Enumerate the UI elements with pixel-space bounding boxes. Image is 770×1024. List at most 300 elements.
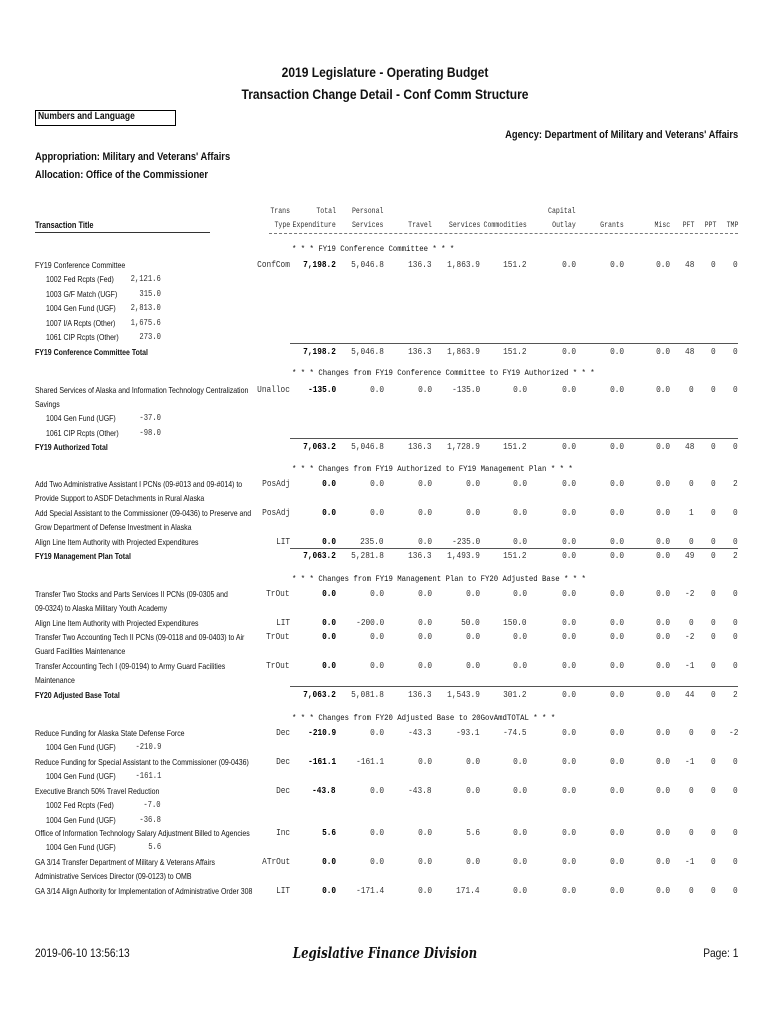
cell-travel: 0.0 bbox=[417, 588, 432, 599]
row-title-cont: Grow Department of Defense Investment in Alaska bbox=[35, 522, 192, 532]
cell-type: Inc bbox=[275, 827, 290, 838]
cell-capital: 0.0 bbox=[561, 536, 576, 547]
cell-tmp: 0 bbox=[733, 536, 738, 547]
cell-pft: 0 bbox=[689, 727, 694, 738]
cell-grants: 0.0 bbox=[609, 550, 624, 561]
cell-type: ATrOut bbox=[261, 856, 290, 867]
fund-source: 1002 Fed Rcpts (Fed) bbox=[46, 800, 114, 810]
cell-tmp: 0 bbox=[733, 631, 738, 642]
cell-tmp: 0 bbox=[733, 384, 738, 395]
cell-pft: 48 bbox=[684, 346, 694, 357]
appropriation-label: Appropriation: Military and Veterans' Affairs bbox=[35, 151, 231, 163]
cell-grants: 0.0 bbox=[609, 588, 624, 599]
cell-total: -43.8 bbox=[312, 785, 336, 796]
report-subtitle: Transaction Change Detail - Conf Comm Structure bbox=[241, 86, 529, 102]
cell-type: PosAdj bbox=[261, 507, 290, 518]
cell-total: -135.0 bbox=[307, 384, 336, 395]
fund-source: 1002 Fed Rcpts (Fed) bbox=[46, 274, 114, 284]
cell-misc: 0.0 bbox=[655, 631, 670, 642]
cell-grants: 0.0 bbox=[609, 617, 624, 628]
total-rule bbox=[290, 343, 738, 344]
col-trans: Trans bbox=[270, 207, 290, 216]
cell-ppt: 0 bbox=[711, 507, 716, 518]
cell-capital: 0.0 bbox=[561, 588, 576, 599]
cell-misc: 0.0 bbox=[655, 507, 670, 518]
cell-travel: 136.3 bbox=[408, 441, 432, 452]
col-personal: Personal bbox=[352, 207, 384, 216]
fund-amount: -98.0 bbox=[139, 427, 161, 438]
total-rule bbox=[290, 438, 738, 439]
cell-pft: 0 bbox=[689, 785, 694, 796]
cell-commodities: 151.2 bbox=[503, 550, 527, 561]
cell-pft: -1 bbox=[684, 856, 694, 867]
cell-tmp: 2 bbox=[733, 478, 738, 489]
cell-pft: -2 bbox=[684, 631, 694, 642]
cell-pft: 48 bbox=[684, 259, 694, 270]
cell-services: 0.0 bbox=[465, 785, 480, 796]
fund-amount: 273.0 bbox=[139, 332, 161, 342]
cell-personal: -200.0 bbox=[355, 617, 384, 628]
cell-capital: 0.0 bbox=[561, 727, 576, 738]
fund-source: 1004 Gen Fund (UGF) bbox=[46, 742, 116, 752]
cell-total: -161.1 bbox=[307, 756, 336, 767]
cell-services: 1,493.9 bbox=[447, 550, 480, 561]
cell-travel: 0.0 bbox=[417, 827, 432, 838]
cell-ppt: 0 bbox=[711, 660, 716, 671]
numeric-header-underline bbox=[269, 233, 738, 234]
cell-type: LIT bbox=[275, 536, 290, 547]
cell-tmp: 0 bbox=[733, 885, 738, 896]
cell-personal: 5,046.8 bbox=[351, 441, 384, 452]
fund-amount: -36.8 bbox=[139, 814, 161, 825]
cell-misc: 0.0 bbox=[655, 346, 670, 357]
cell-total: 7,198.2 bbox=[303, 346, 336, 357]
cell-pft: -2 bbox=[684, 588, 694, 599]
cell-commodities: 151.2 bbox=[503, 441, 527, 452]
cell-total: 0.0 bbox=[321, 856, 336, 867]
row-title-cont: Maintenance bbox=[35, 675, 75, 685]
cell-travel: 136.3 bbox=[408, 550, 432, 561]
cell-type: Dec bbox=[275, 756, 290, 767]
cell-pft: 0 bbox=[689, 617, 694, 628]
cell-total: 7,063.2 bbox=[303, 550, 336, 561]
cell-commodities: 0.0 bbox=[512, 478, 527, 489]
row-title-cont: Savings bbox=[35, 399, 60, 409]
cell-grants: 0.0 bbox=[609, 346, 624, 357]
cell-travel: 0.0 bbox=[417, 384, 432, 395]
cell-services: -135.0 bbox=[451, 384, 480, 395]
fund-amount: -37.0 bbox=[139, 413, 161, 423]
fund-amount: -7.0 bbox=[143, 800, 161, 810]
col-type: Type bbox=[274, 221, 290, 230]
cell-grants: 0.0 bbox=[609, 856, 624, 867]
cell-grants: 0.0 bbox=[609, 384, 624, 395]
cell-ppt: 0 bbox=[711, 689, 716, 700]
row-title: Shared Services of Alaska and Information Technology Centralization bbox=[35, 385, 249, 395]
col-transaction-title: Transaction Title bbox=[35, 220, 94, 230]
cell-travel: -43.3 bbox=[408, 727, 432, 738]
cell-personal: 0.0 bbox=[369, 660, 384, 671]
cell-grants: 0.0 bbox=[609, 827, 624, 838]
cell-personal: 0.0 bbox=[369, 856, 384, 867]
row-title: FY19 Management Plan Total bbox=[35, 551, 131, 561]
cell-personal: 0.0 bbox=[369, 827, 384, 838]
cell-misc: 0.0 bbox=[655, 384, 670, 395]
cell-travel: 0.0 bbox=[417, 631, 432, 642]
cell-total: 0.0 bbox=[321, 660, 336, 671]
cell-personal: 235.0 bbox=[360, 536, 384, 547]
cell-type: Dec bbox=[275, 785, 290, 796]
cell-tmp: 0 bbox=[733, 660, 738, 671]
cell-capital: 0.0 bbox=[561, 689, 576, 700]
row-title: GA 3/14 Align Authority for Implementation of Administrative Order 308 bbox=[35, 886, 253, 896]
row-title: FY19 Conference Committee Total bbox=[35, 347, 148, 357]
fund-amount: 5.6 bbox=[148, 842, 161, 852]
cell-tmp: 0 bbox=[733, 756, 738, 767]
cell-misc: 0.0 bbox=[655, 478, 670, 489]
cell-total: 0.0 bbox=[321, 617, 336, 628]
cell-capital: 0.0 bbox=[561, 827, 576, 838]
page-number: Page: 1 bbox=[702, 946, 738, 960]
cell-personal: 0.0 bbox=[369, 727, 384, 738]
cell-grants: 0.0 bbox=[609, 660, 624, 671]
row-title-cont: 09-0324) to Alaska Military Youth Academy bbox=[35, 603, 168, 613]
row-title: Office of Information Technology Salary Adjustment Billed to Agencies bbox=[35, 828, 250, 838]
row-title-cont: Guard Facilities Maintenance bbox=[35, 646, 126, 656]
cell-misc: 0.0 bbox=[655, 689, 670, 700]
fund-source: 1004 Gen Fund (UGF) bbox=[46, 413, 116, 423]
cell-services: 1,728.9 bbox=[447, 441, 480, 452]
cell-commodities: 0.0 bbox=[512, 856, 527, 867]
cell-commodities: 0.0 bbox=[512, 384, 527, 395]
cell-personal: 5,081.8 bbox=[351, 689, 384, 700]
fund-amount: 1,675.6 bbox=[130, 317, 161, 328]
cell-tmp: 0 bbox=[733, 259, 738, 270]
cell-total: 5.6 bbox=[321, 827, 336, 838]
row-title: Align Line Item Authority with Projected Expenditures bbox=[35, 537, 199, 547]
cell-services: 1,863.9 bbox=[447, 259, 480, 270]
cell-grants: 0.0 bbox=[609, 507, 624, 518]
cell-total: 7,198.2 bbox=[303, 259, 336, 270]
cell-capital: 0.0 bbox=[561, 631, 576, 642]
cell-personal: 0.0 bbox=[369, 384, 384, 395]
cell-services: 0.0 bbox=[465, 631, 480, 642]
section-header: * * * Changes from FY19 Management Plan to FY20 Adjusted Base * * * bbox=[292, 574, 586, 584]
col-travel: Travel bbox=[408, 221, 432, 230]
row-title: Add Special Assistant to the Commissioner (09-0436) to Preserve and bbox=[35, 508, 252, 518]
fund-source: 1004 Gen Fund (UGF) bbox=[46, 814, 116, 825]
row-title: FY20 Adjusted Base Total bbox=[35, 690, 120, 700]
cell-services: 0.0 bbox=[465, 856, 480, 867]
cell-services: 1,863.9 bbox=[447, 346, 480, 357]
cell-ppt: 0 bbox=[711, 441, 716, 452]
cell-commodities: 0.0 bbox=[512, 588, 527, 599]
fund-amount: -210.9 bbox=[135, 742, 161, 752]
cell-total: 7,063.2 bbox=[303, 441, 336, 452]
col-ppt: PPT bbox=[704, 221, 716, 230]
cell-services: 5.6 bbox=[465, 827, 480, 838]
fund-source: 1004 Gen Fund (UGF) bbox=[46, 771, 116, 781]
cell-misc: 0.0 bbox=[655, 536, 670, 547]
row-title: Reduce Funding for Special Assistant to the Commissioner (09-0436) bbox=[35, 757, 249, 767]
cell-grants: 0.0 bbox=[609, 536, 624, 547]
row-title: Add Two Administrative Assistant I PCNs (09-#013 and 09-#014) to bbox=[35, 479, 243, 489]
cell-commodities: 0.0 bbox=[512, 507, 527, 518]
cell-pft: 0 bbox=[689, 478, 694, 489]
cell-commodities: 150.0 bbox=[503, 617, 527, 628]
cell-commodities: 0.0 bbox=[512, 660, 527, 671]
col-outlay: Outlay bbox=[552, 221, 576, 230]
fund-source: 1061 CIP Rcpts (Other) bbox=[46, 332, 119, 342]
cell-grants: 0.0 bbox=[609, 756, 624, 767]
cell-ppt: 0 bbox=[711, 259, 716, 270]
fund-source: 1003 G/F Match (UGF) bbox=[46, 288, 118, 299]
cell-capital: 0.0 bbox=[561, 259, 576, 270]
cell-commodities: 151.2 bbox=[503, 259, 527, 270]
cell-ppt: 0 bbox=[711, 856, 716, 867]
col-services-p: Services bbox=[352, 221, 384, 230]
cell-grants: 0.0 bbox=[609, 478, 624, 489]
cell-tmp: 0 bbox=[733, 827, 738, 838]
col-pft: PFT bbox=[682, 221, 694, 230]
cell-personal: 5,046.8 bbox=[351, 259, 384, 270]
cell-commodities: 0.0 bbox=[512, 827, 527, 838]
cell-capital: 0.0 bbox=[561, 384, 576, 395]
cell-tmp: 2 bbox=[733, 550, 738, 561]
cell-type: TrOut bbox=[266, 588, 290, 599]
cell-misc: 0.0 bbox=[655, 827, 670, 838]
cell-services: 0.0 bbox=[465, 756, 480, 767]
col-commodities: Commodities bbox=[483, 221, 527, 230]
cell-capital: 0.0 bbox=[561, 550, 576, 561]
cell-services: -93.1 bbox=[456, 727, 480, 738]
cell-ppt: 0 bbox=[711, 550, 716, 561]
cell-services: 50.0 bbox=[461, 617, 480, 628]
fund-source: 1004 Gen Fund (UGF) bbox=[46, 303, 116, 313]
timestamp: 2019-06-10 13:56:13 bbox=[35, 946, 130, 960]
total-rule bbox=[290, 548, 738, 549]
cell-services: -235.0 bbox=[451, 536, 480, 547]
cell-pft: 0 bbox=[689, 384, 694, 395]
cell-misc: 0.0 bbox=[655, 885, 670, 896]
cell-commodities: 0.0 bbox=[512, 885, 527, 896]
cell-commodities: 0.0 bbox=[512, 785, 527, 796]
cell-travel: 0.0 bbox=[417, 478, 432, 489]
cell-personal: -171.4 bbox=[355, 885, 384, 896]
cell-services: 1,543.9 bbox=[447, 689, 480, 700]
cell-total: 0.0 bbox=[321, 885, 336, 896]
cell-tmp: -2 bbox=[728, 727, 738, 738]
cell-tmp: 0 bbox=[733, 507, 738, 518]
cell-pft: 0 bbox=[689, 827, 694, 838]
col-capital: Capital bbox=[548, 207, 576, 216]
allocation-label: Allocation: Office of the Commissioner bbox=[35, 169, 209, 181]
cell-tmp: 0 bbox=[733, 588, 738, 599]
cell-grants: 0.0 bbox=[609, 727, 624, 738]
cell-ppt: 0 bbox=[711, 785, 716, 796]
cell-personal: 5,046.8 bbox=[351, 346, 384, 357]
cell-misc: 0.0 bbox=[655, 441, 670, 452]
row-title: Transfer Two Accounting Tech II PCNs (09-0118 and 09-0403) to Air bbox=[35, 632, 245, 642]
col-misc: Misc bbox=[654, 221, 670, 230]
section-header: * * * Changes from FY19 Conference Committee to FY19 Authorized * * * bbox=[292, 368, 595, 378]
cell-capital: 0.0 bbox=[561, 856, 576, 867]
row-title-cont: Provide Support to ASDF Detachments in Rural Alaska bbox=[35, 493, 205, 503]
cell-commodities: 0.0 bbox=[512, 756, 527, 767]
cell-personal: 5,281.8 bbox=[351, 550, 384, 561]
cell-misc: 0.0 bbox=[655, 550, 670, 561]
fund-amount: 2,121.6 bbox=[130, 274, 161, 284]
cell-grants: 0.0 bbox=[609, 441, 624, 452]
row-title: Align Line Item Authority with Projected Expenditures bbox=[35, 618, 199, 628]
cell-grants: 0.0 bbox=[609, 689, 624, 700]
cell-travel: 0.0 bbox=[417, 756, 432, 767]
cell-type: Unalloc bbox=[257, 384, 290, 395]
cell-commodities: -74.5 bbox=[503, 727, 527, 738]
cell-total: 0.0 bbox=[321, 631, 336, 642]
cell-type: TrOut bbox=[266, 660, 290, 671]
cell-capital: 0.0 bbox=[561, 346, 576, 357]
cell-travel: 136.3 bbox=[408, 259, 432, 270]
fund-source: 1007 I/A Rcpts (Other) bbox=[46, 317, 116, 328]
cell-ppt: 0 bbox=[711, 384, 716, 395]
cell-commodities: 301.2 bbox=[503, 689, 527, 700]
cell-personal: 0.0 bbox=[369, 588, 384, 599]
cell-tmp: 0 bbox=[733, 617, 738, 628]
cell-total: 0.0 bbox=[321, 588, 336, 599]
cell-pft: -1 bbox=[684, 660, 694, 671]
row-title: Transfer Two Stocks and Parts Services II PCNs (09-0305 and bbox=[35, 589, 228, 599]
cell-pft: 44 bbox=[684, 689, 694, 700]
cell-services: 0.0 bbox=[465, 588, 480, 599]
cell-pft: 49 bbox=[684, 550, 694, 561]
cell-type: LIT bbox=[275, 617, 290, 628]
cell-services: 0.0 bbox=[465, 660, 480, 671]
cell-ppt: 0 bbox=[711, 885, 716, 896]
cell-capital: 0.0 bbox=[561, 660, 576, 671]
section-header: * * * Changes from FY20 Adjusted Base to 20GovAmdTOTAL * * * bbox=[292, 713, 556, 723]
row-title: FY19 Authorized Total bbox=[35, 442, 108, 452]
cell-tmp: 0 bbox=[733, 785, 738, 796]
cell-personal: 0.0 bbox=[369, 478, 384, 489]
row-title: FY19 Conference Committee bbox=[35, 260, 126, 270]
cell-misc: 0.0 bbox=[655, 785, 670, 796]
section-header: * * * Changes from FY19 Authorized to FY19 Management Plan * * * bbox=[292, 464, 573, 474]
row-title-cont: Administrative Services Director (09-0123) to OMB bbox=[35, 871, 192, 881]
cell-misc: 0.0 bbox=[655, 660, 670, 671]
cell-tmp: 0 bbox=[733, 856, 738, 867]
fund-amount: -161.1 bbox=[135, 771, 161, 781]
cell-ppt: 0 bbox=[711, 756, 716, 767]
cell-ppt: 0 bbox=[711, 827, 716, 838]
cell-commodities: 0.0 bbox=[512, 631, 527, 642]
cell-capital: 0.0 bbox=[561, 885, 576, 896]
cell-pft: 0 bbox=[689, 536, 694, 547]
cell-capital: 0.0 bbox=[561, 507, 576, 518]
cell-personal: 0.0 bbox=[369, 631, 384, 642]
cell-grants: 0.0 bbox=[609, 259, 624, 270]
numbers-language-box bbox=[35, 110, 176, 126]
cell-type: ConfCom bbox=[257, 259, 290, 270]
cell-capital: 0.0 bbox=[561, 441, 576, 452]
cell-services: 171.4 bbox=[456, 885, 480, 896]
col-tmp: TMP bbox=[726, 221, 738, 230]
cell-total: -210.9 bbox=[307, 727, 336, 738]
row-title: Reduce Funding for Alaska State Defense Force bbox=[35, 728, 185, 738]
cell-personal: -161.1 bbox=[355, 756, 384, 767]
col-services: Services bbox=[448, 221, 480, 230]
fund-amount: 2,813.0 bbox=[130, 303, 161, 313]
cell-travel: -43.8 bbox=[408, 785, 432, 796]
cell-ppt: 0 bbox=[711, 346, 716, 357]
fund-source: 1004 Gen Fund (UGF) bbox=[46, 842, 116, 852]
cell-misc: 0.0 bbox=[655, 259, 670, 270]
box-label: Numbers and Language bbox=[38, 111, 135, 122]
cell-ppt: 0 bbox=[711, 727, 716, 738]
fund-amount: 315.0 bbox=[139, 288, 161, 299]
row-title: GA 3/14 Transfer Department of Military & Veterans Affairs bbox=[35, 857, 216, 867]
report-title: 2019 Legislature - Operating Budget bbox=[281, 64, 489, 80]
cell-grants: 0.0 bbox=[609, 785, 624, 796]
cell-travel: 0.0 bbox=[417, 856, 432, 867]
cell-services: 0.0 bbox=[465, 478, 480, 489]
cell-pft: 1 bbox=[689, 507, 694, 518]
cell-personal: 0.0 bbox=[369, 785, 384, 796]
fund-source: 1061 CIP Rcpts (Other) bbox=[46, 427, 119, 438]
cell-travel: 136.3 bbox=[408, 346, 432, 357]
cell-total: 7,063.2 bbox=[303, 689, 336, 700]
col-grants: Grants bbox=[600, 221, 624, 230]
cell-travel: 0.0 bbox=[417, 617, 432, 628]
cell-services: 0.0 bbox=[465, 507, 480, 518]
cell-ppt: 0 bbox=[711, 478, 716, 489]
cell-type: PosAdj bbox=[261, 478, 290, 489]
cell-personal: 0.0 bbox=[369, 507, 384, 518]
cell-ppt: 0 bbox=[711, 617, 716, 628]
cell-tmp: 0 bbox=[733, 346, 738, 357]
total-rule bbox=[290, 686, 738, 687]
header-underline bbox=[35, 232, 210, 233]
cell-commodities: 151.2 bbox=[503, 346, 527, 357]
col-expenditure: Expenditure bbox=[292, 221, 336, 230]
cell-misc: 0.0 bbox=[655, 617, 670, 628]
cell-type: Dec bbox=[275, 727, 290, 738]
cell-travel: 136.3 bbox=[408, 689, 432, 700]
cell-misc: 0.0 bbox=[655, 588, 670, 599]
cell-travel: 0.0 bbox=[417, 507, 432, 518]
cell-capital: 0.0 bbox=[561, 756, 576, 767]
cell-type: LIT bbox=[275, 885, 290, 896]
cell-capital: 0.0 bbox=[561, 785, 576, 796]
cell-pft: -1 bbox=[684, 756, 694, 767]
cell-total: 0.0 bbox=[321, 478, 336, 489]
division-signature: Legislative Finance Division bbox=[292, 944, 478, 962]
cell-travel: 0.0 bbox=[417, 536, 432, 547]
cell-pft: 48 bbox=[684, 441, 694, 452]
cell-total: 0.0 bbox=[321, 536, 336, 547]
cell-capital: 0.0 bbox=[561, 617, 576, 628]
cell-pft: 0 bbox=[689, 885, 694, 896]
cell-misc: 0.0 bbox=[655, 856, 670, 867]
col-total: Total bbox=[316, 207, 336, 216]
cell-tmp: 2 bbox=[733, 689, 738, 700]
cell-capital: 0.0 bbox=[561, 478, 576, 489]
row-title: Transfer Accounting Tech I (09-0194) to Army Guard Facilities bbox=[35, 661, 226, 671]
cell-tmp: 0 bbox=[733, 441, 738, 452]
cell-type: TrOut bbox=[266, 631, 290, 642]
cell-commodities: 0.0 bbox=[512, 536, 527, 547]
cell-travel: 0.0 bbox=[417, 885, 432, 896]
